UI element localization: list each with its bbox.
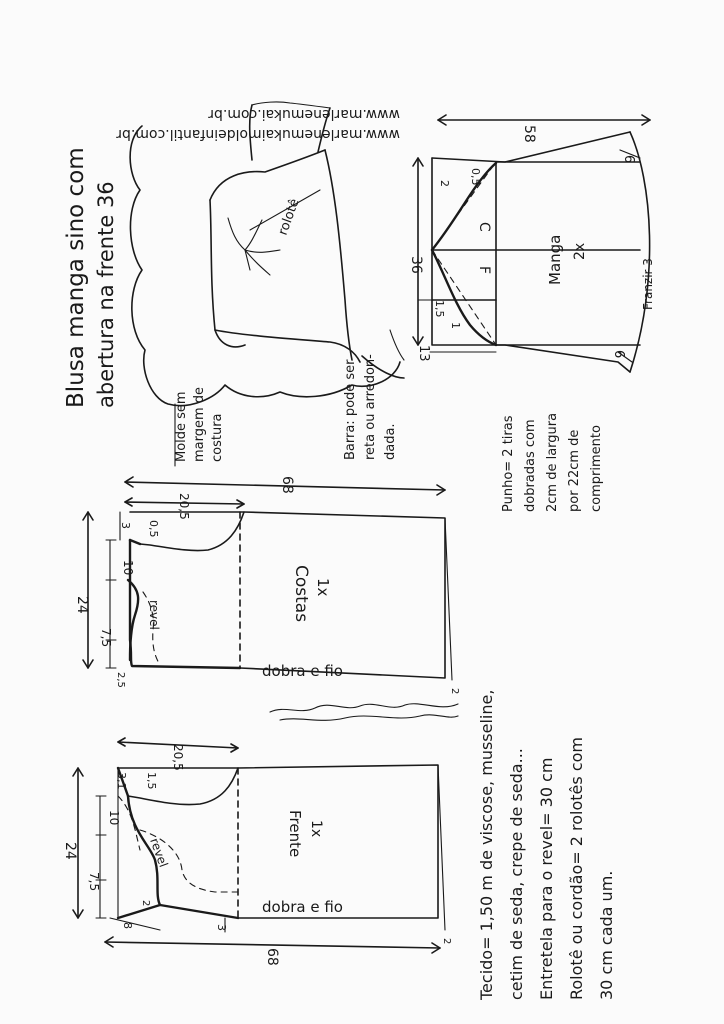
front-name: Frente <box>286 810 304 858</box>
back-revel-label: revel <box>147 600 161 630</box>
title-line1: Blusa manga sino com <box>63 147 89 408</box>
front-dim-neck-75: 7,5 <box>87 872 101 892</box>
front-dim-neck-2: 2 <box>140 900 151 907</box>
molde-note-line2: margem de <box>192 386 207 462</box>
title-block <box>63 147 118 408</box>
sleeve-label-c: C <box>476 222 492 232</box>
materials-line5: 30 cm cada um. <box>597 870 616 1000</box>
front-dim-neck-8: 8 <box>121 922 134 929</box>
back-dim-armhole-05: 0,5 <box>147 520 160 538</box>
back-dim-neck-75: 7,5 <box>99 628 113 648</box>
molde-note-line3: costura <box>210 413 225 462</box>
sleeve-dim-2: 2 <box>438 180 451 187</box>
front-dim-shoulder-drop: 3,1 <box>115 772 128 790</box>
materials-line1: Tecido= 1,50 m de viscose, musseline, <box>477 689 496 1000</box>
front-dim-armhole-depth: 20,5 <box>171 744 185 771</box>
title-cloud <box>130 126 400 406</box>
front-fold-label: dobra e fio <box>262 898 343 916</box>
barra-note-line1: Barra: pode ser <box>343 359 358 460</box>
back-fold-label: dobra e fio <box>262 662 343 680</box>
blouse-sketch <box>210 102 404 378</box>
website-2: www.marlenemukaimoldeinfantil.com.br <box>116 126 400 142</box>
sleeve-dim-15: 1,5 <box>433 300 446 318</box>
svg-text:rolotê: rolotê <box>275 196 303 238</box>
sleeve-dim-bottom-flare: 6 <box>611 350 626 359</box>
materials-line3: Entretela para o revel= 30 cm <box>537 757 556 1000</box>
barra-note <box>343 354 398 460</box>
front-pattern <box>73 738 445 953</box>
back-dim-armhole-depth: 20,5 <box>177 493 191 520</box>
front-dim-armhole-15: 1,5 <box>145 772 158 790</box>
sleeve-pattern <box>413 115 650 372</box>
back-dim-width: 24 <box>74 596 90 614</box>
sleeve-dim-width: 36 <box>408 256 424 274</box>
sleeve-dim-cap-height: 13 <box>416 345 431 362</box>
barra-note-line3: dada. <box>383 423 398 460</box>
front-dim-hem-2: 2 <box>441 938 452 945</box>
punho-note-line2: dobradas com <box>523 419 538 512</box>
punho-note <box>501 413 604 512</box>
back-dim-length: 68 <box>279 476 295 494</box>
back-qty: 1x <box>314 578 332 597</box>
front-dim-width: 24 <box>62 842 78 860</box>
sleeve-dim-top-flare: 6 <box>621 155 636 164</box>
sleeve-dim-05: 0,5 <box>469 168 482 186</box>
website-1: www.marlenemukai.com.br <box>208 106 400 122</box>
materials-line4: Rolotê ou cordão= 2 rolotês com <box>567 737 586 1000</box>
title-line2: abertura na frente 36 <box>94 181 118 408</box>
back-dim-neck-25: 2,5 <box>115 672 126 688</box>
molde-note-line1: Molde sem <box>174 391 189 462</box>
back-name: Costas <box>291 565 311 623</box>
barra-note-line2: reta ou arredon- <box>363 354 378 460</box>
back-dim-hem-2: 2 <box>449 688 460 695</box>
punho-note-line3: 2cm de largura <box>545 412 560 512</box>
sleeve-label-f: F <box>476 266 492 275</box>
back-dim-shoulder-drop: 3 <box>119 522 132 529</box>
sleeve-dim-length: 58 <box>521 125 537 143</box>
materials-line2: cetim de seda, crepe de seda... <box>507 748 526 1000</box>
front-dim-opening-3: 3 <box>215 924 228 931</box>
sleeve-qty: 2x <box>572 242 588 260</box>
sleeve-franzir-label: Franzir 3 <box>641 258 655 310</box>
signature <box>270 704 458 721</box>
punho-note-line1: Punho= 2 tiras <box>501 415 516 512</box>
front-qty: 1x <box>308 820 324 838</box>
punho-note-line5: comprimento <box>589 425 604 512</box>
back-dim-shoulder-10: 10 <box>121 560 135 576</box>
front-dim-shoulder-10: 10 <box>107 810 121 826</box>
back-pattern <box>83 477 452 680</box>
sleeve-name: Manga <box>546 234 564 285</box>
materials-note <box>477 690 616 1001</box>
molde-note <box>174 387 225 466</box>
punho-note-line4: por 22cm de <box>567 429 582 512</box>
rolote-label <box>276 197 303 238</box>
website-block <box>116 106 400 142</box>
sleeve-dim-1: 1 <box>449 322 462 329</box>
front-dim-length: 68 <box>264 948 280 966</box>
front-revel-label: revel <box>147 836 171 870</box>
